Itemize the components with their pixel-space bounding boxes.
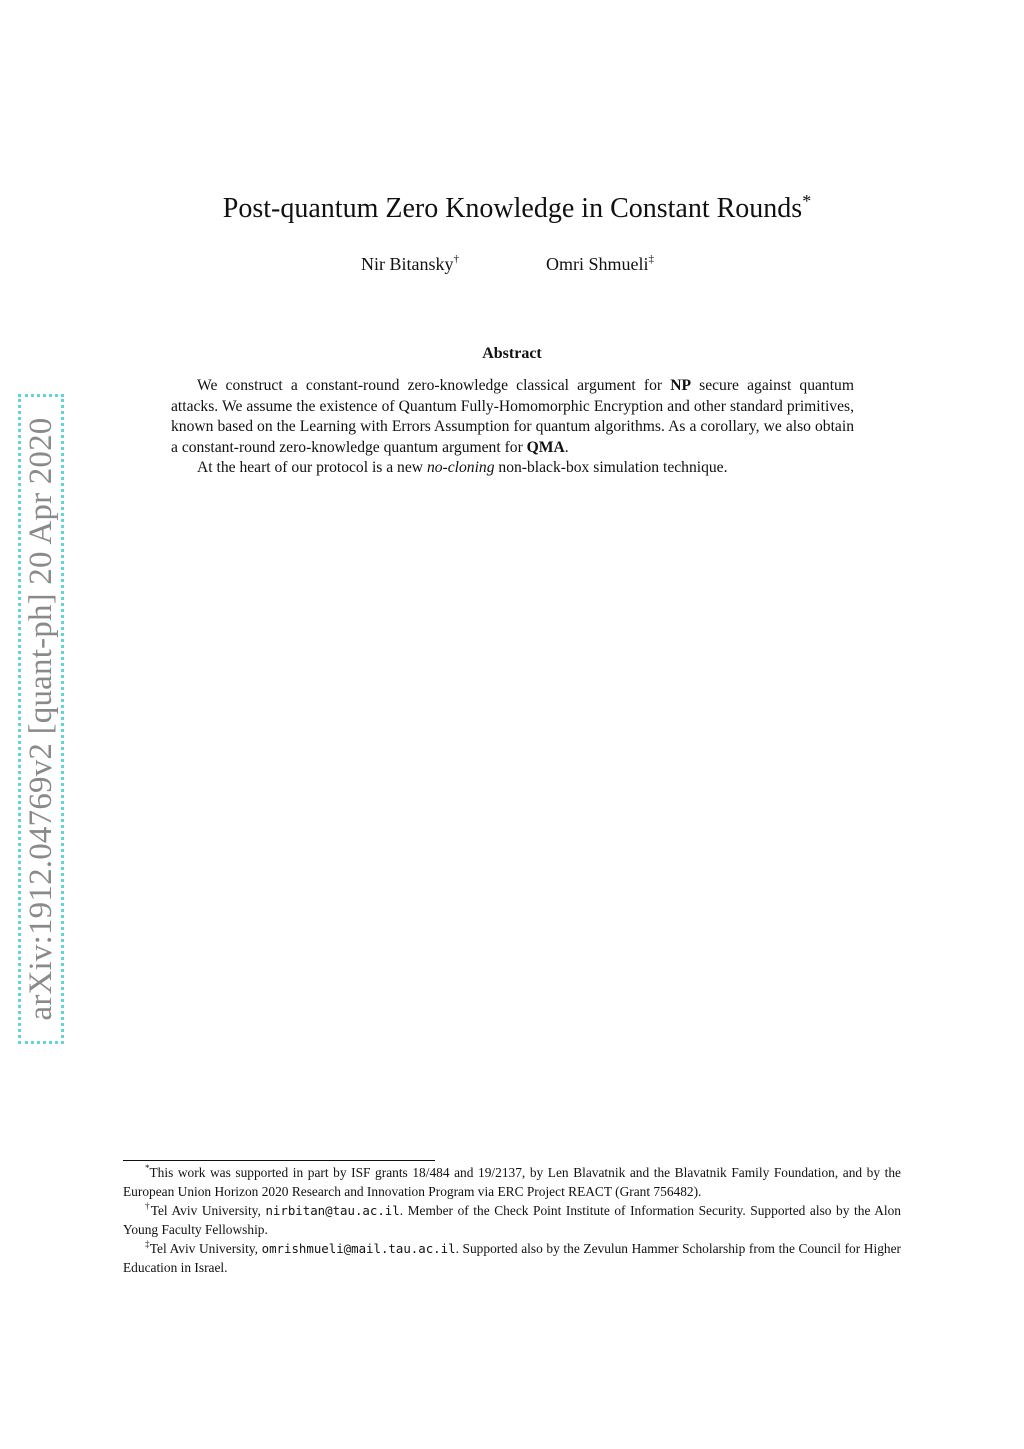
footnote-text: . Supported also by the Zevulun Hammer Scholarship from the Council for Higher Education in Israel. [123,1241,901,1275]
footnote-author-1 [123,1201,901,1239]
abstract-text: At the heart of our protocol is a new [197,459,427,477]
no-cloning-term: no-cloning [426,459,495,477]
abstract-text: non-black-box simulation technique. [494,459,728,477]
footnote-rule [123,1160,435,1161]
footnote-mark: * [145,1163,150,1173]
paper-title [0,190,1024,228]
author-1 [361,252,459,276]
abstract-body [171,376,854,479]
author-2 [546,252,654,276]
title-text: Post-quantum Zero Knowledge in Constant Rounds [222,193,803,224]
author-name: Omri Shmueli [546,254,649,274]
footnote-text: Tel Aviv University, [150,1203,266,1218]
abstract-paragraph-2 [171,458,854,479]
abstract-text: secure against quantum attacks. We assume the existence of Quantum Fully-Homomorphic Encryption and other standard primitives, known based on the Learning with Errors Assumption for quantum algorithms. As a corollary, we also obtain a constant-round zero-knowledge quantum argument for [171,377,854,456]
np-term: NP [670,377,691,394]
author-footnote-mark: † [453,253,459,265]
title-footnote-mark: * [802,191,812,211]
email-link[interactable]: omrishmueli@mail.tau.ac.il [261,1241,456,1256]
footnote-text: . Member of the Check Point Institute of Information Security. Supported also by the Alon Young Faculty Fellowship. [123,1203,902,1237]
footnote-mark: ‡ [145,1239,150,1249]
footnote-text: Tel Aviv University, [149,1241,262,1256]
footnote-mark: † [145,1201,151,1211]
abstract-text: We construct a constant-round zero-knowledge classical argument for [197,377,671,394]
footnote-text: This work was supported in part by ISF grants 18/484 and 19/2137, by Len Blavatnik and the Blavatnik Family Foundation, and by the European Union Horizon 2020 Research and Innovation Program via ERC Project REACT (Grant 756482). [123,1165,901,1199]
footnote-funding [123,1163,901,1201]
author-name: Nir Bitansky [361,254,454,274]
abstract-heading: Abstract [482,345,542,362]
footnote-author-2 [123,1239,901,1277]
abstract-paragraph-1 [171,376,854,458]
abstract-text: . [564,438,569,456]
footnotes [123,1163,901,1277]
qma-term: QMA [526,438,565,456]
author-footnote-mark: ‡ [648,253,654,265]
arxiv-stamp: arXiv:1912.04769v2 [quant-ph] 20 Apr 2020 [23,417,59,1021]
email-link[interactable]: nirbitan@tau.ac.il [265,1203,400,1218]
